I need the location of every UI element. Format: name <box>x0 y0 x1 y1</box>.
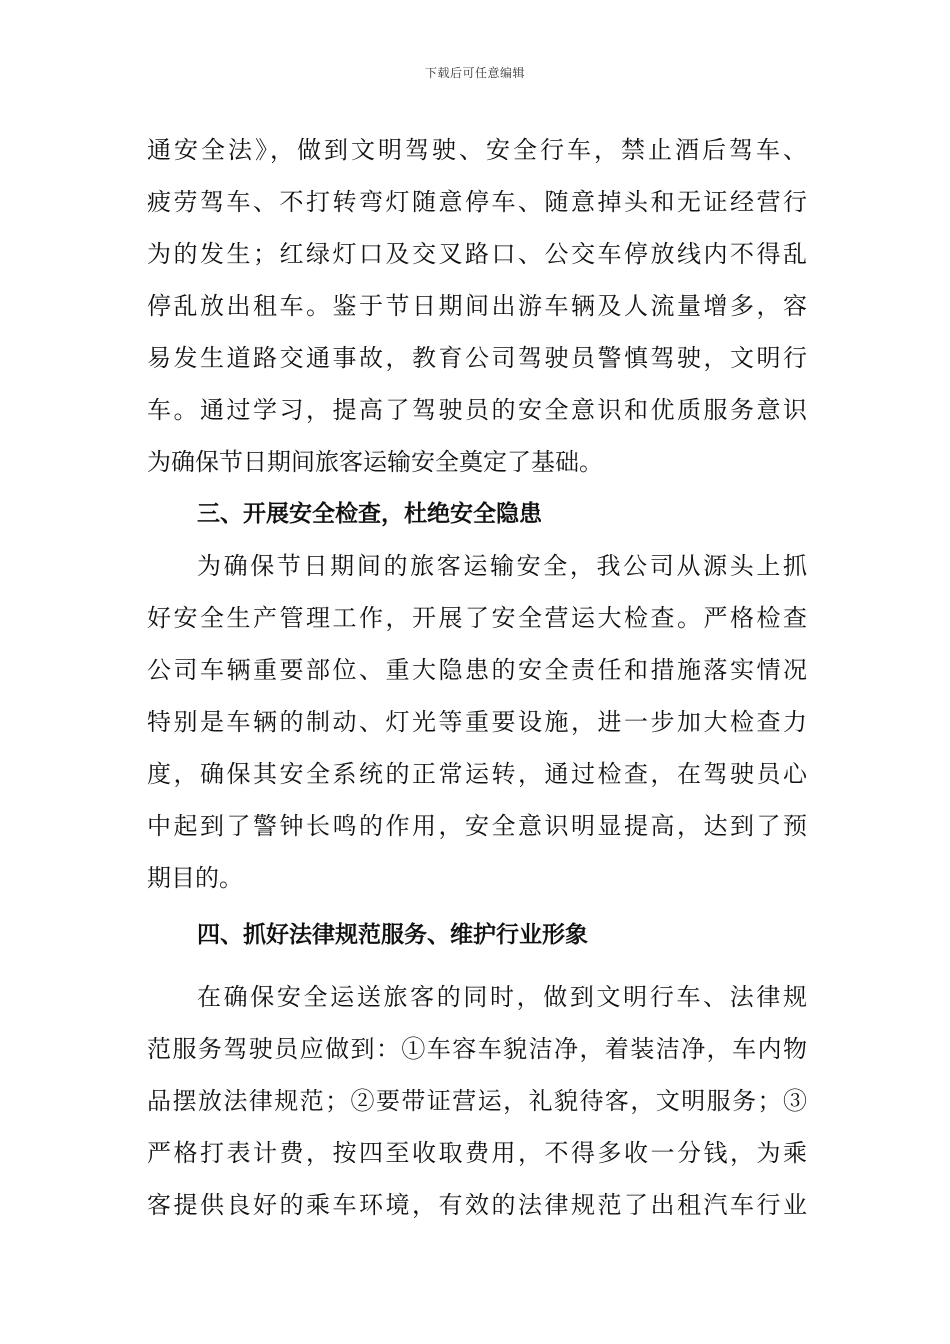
page-header-note: 下载后可任意编辑 <box>424 66 525 80</box>
text-line: 严格打表计费，按四至收取费用，不得多收一分钱，为乘 <box>147 1139 807 1167</box>
text-line: 特别是车辆的制动、灯光等重要设施，进一步加大检查力 <box>147 708 807 736</box>
text-line: 为的发生；红绿灯口及交叉路口、公交车停放线内不得乱 <box>147 240 807 268</box>
text-line: 通安全法》，做到文明驾驶、安全行车，禁止酒后驾车、 <box>147 136 807 164</box>
text-line: 度，确保其安全系统的正常运转，通过检查，在驾驶员心 <box>147 760 807 788</box>
text-line: 疲劳驾车、不打转弯灯随意停车、随意掉头和无证经营行 <box>147 188 807 216</box>
text-line: 范服务驾驶员应做到：①车容车貌洁净，着装洁净，车内物 <box>147 1035 807 1063</box>
text-line: 为确保节日期间的旅客运输安全，我公司从源头上抓 <box>197 552 807 580</box>
text-line: 品摆放法律规范；②要带证营运，礼貌待客，文明服务；③ <box>147 1087 807 1115</box>
text-line: 停乱放出租车。鉴于节日期间出游车辆及人流量增多，容 <box>147 292 807 320</box>
text-line: 易发生道路交通事故，教育公司驾驶员警慎驾驶，文明行 <box>147 344 807 372</box>
text-line: 在确保安全运送旅客的同时，做到文明行车、法律规 <box>197 983 807 1011</box>
paragraph-safety-inspection <box>147 540 807 904</box>
document-body <box>147 124 807 1231</box>
section-heading-legal-service: 四、抓好法律规范服务、维护行业形象 <box>197 922 588 948</box>
paragraph-legal-service <box>147 971 807 1231</box>
text-line: 客提供良好的乘车环境，有效的法律规范了出租汽车行业 <box>147 1191 807 1219</box>
section-heading-safety-inspection: 三、开展安全检查，杜绝安全隐患 <box>197 501 542 527</box>
text-line: 好安全生产管理工作，开展了安全营运大检查。严格检查 <box>147 604 807 632</box>
text-line: 车。通过学习，提高了驾驶员的安全意识和优质服务意识 <box>147 396 807 424</box>
paragraph-traffic-law <box>147 124 807 488</box>
text-line: 中起到了警钟长鸣的作用，安全意识明显提高，达到了预 <box>147 812 807 840</box>
text-line: 期目的。 <box>147 864 243 892</box>
text-line: 为确保节日期间旅客运输安全奠定了基础。 <box>147 448 603 476</box>
text-line: 公司车辆重要部位、重大隐患的安全责任和措施落实情况 <box>147 656 807 684</box>
